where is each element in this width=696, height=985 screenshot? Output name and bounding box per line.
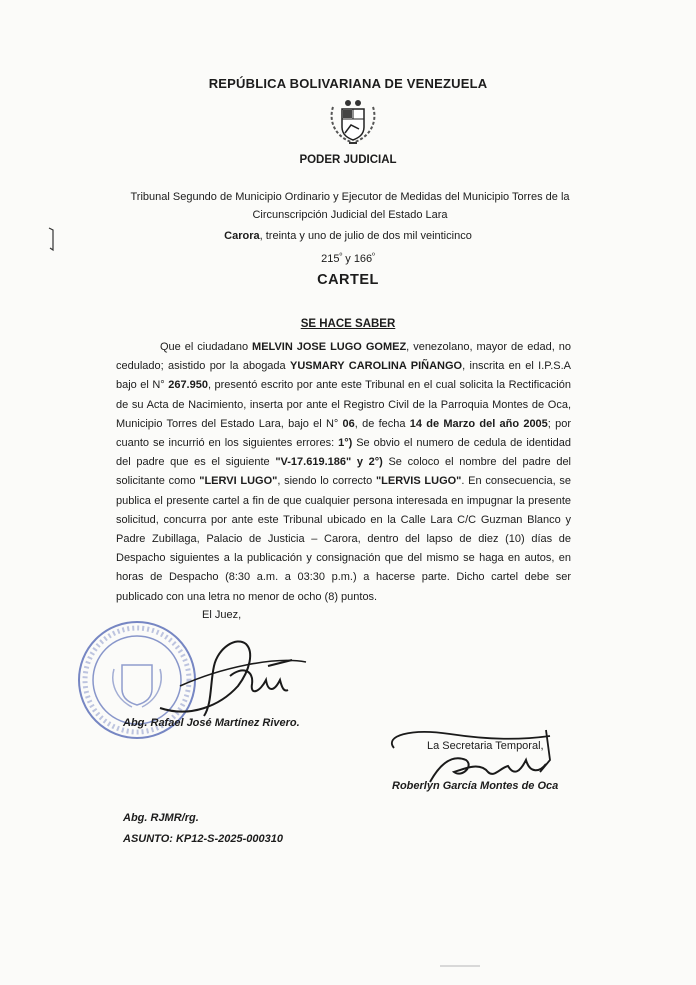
degree-sign: º [372,251,375,260]
secretary-name: Roberlyn García Montes de Oca [392,780,559,792]
secretary-title: La Secretaria Temporal, [427,740,544,752]
applicant-name: MELVIN JOSE LUGO GOMEZ [252,341,407,353]
date-city: Carora [224,230,260,242]
judge-signature-icon [150,626,310,726]
years-line [0,251,696,265]
date-text: , treinta y uno de julio de dos mil veinticinco [259,230,472,242]
attorney-name: YUSMARY CAROLINA PIÑANGO [290,360,463,373]
judge-name: Abg. Rafael José Martínez Rivero. [123,717,300,729]
correct-father-name: "LERVIS LUGO" [375,475,462,488]
years-conjunction: y [342,253,354,265]
case-number: ASUNTO: KP12-S-2025-000310 [123,833,283,845]
wrong-father-name: "LERVI LUGO" [199,475,278,488]
tribunal-name [120,188,580,224]
father-cedula: "V-17.619.186" y 2°) [275,456,383,469]
coat-of-arms-icon [325,95,381,147]
year-independence: 215 [321,253,340,265]
year-federation: 166 [353,253,373,265]
judge-title: El Juez, [202,609,242,621]
degree-sign: º [339,251,343,260]
tribunal-line-1: Tribunal Segundo de Municipio Ordinario y Ejecutor de Medidas del Municipio Torres de la [130,191,570,203]
typist-initials: Abg. RJMR/rg. [123,812,199,824]
footer-mark [440,965,480,967]
error-1-label: 1°) [338,437,353,450]
judicial-power-heading: PODER JUDICIAL [299,154,397,166]
notice-body: Que el ciudadano MELVIN JOSE LUGO GOMEZ, venezolano, mayor de edad, no cedulado; asistido por la abogada YUSMARY CAROLINA PIÑANGO, inscrita en el I.P.S.A bajo el N° 267.950, presentó escrito por ante este Tribunal en el cual solicita la Rectificación de su Acta de Nacimiento, inserta por ante el Registro Civil de la Parroquia Montes de Oca, Municipio Torres del Estado Lara, bajo el N° 06, de fecha 14 de Marzo del año 2005; por cuanto se incurrió en los siguientes errores: 1°) Se obvio el numero de cedula de identidad del padre que es el siguiente "V-17.619.186" y 2°) Se coloco el nombre del padre del solicitante como "LERVI LUGO", siendo lo correcto "LERVIS LUGO". En consecuencia, se publica el presente cartel a fin de que cualquier persona interesada en impugnar la presente solicitud, concurra por ante este Tribunal ubicado en la Calle Lara C/C Guzman Blanco y Padre Zubillaga, Palacio de Justicia – Carora, dentro del lapso de diez (10) días de Despacho siguientes a la publicación y consignación que del mismo se haga en autos, en horas de Despacho (8:30 a.m. a 03:30 p.m.) a hacerse parte. Dicho cartel debe ser publicado con una letra no menor de ocho (8) puntos. [116,341,572,603]
ipsa-number: 267.950 [168,379,208,392]
republic-heading: REPÚBLICA BOLIVARIANA DE VENEZUELA [208,76,488,91]
acta-date: 14 de Marzo del año 2005 [409,417,548,430]
notice-heading: SE HACE SABER [300,318,396,330]
tribunal-line-2: Circunscripción Judicial del Estado Lara [252,209,448,221]
acta-number: 06 [342,417,355,430]
document-date [0,230,696,242]
document-title: CARTEL [317,272,379,288]
